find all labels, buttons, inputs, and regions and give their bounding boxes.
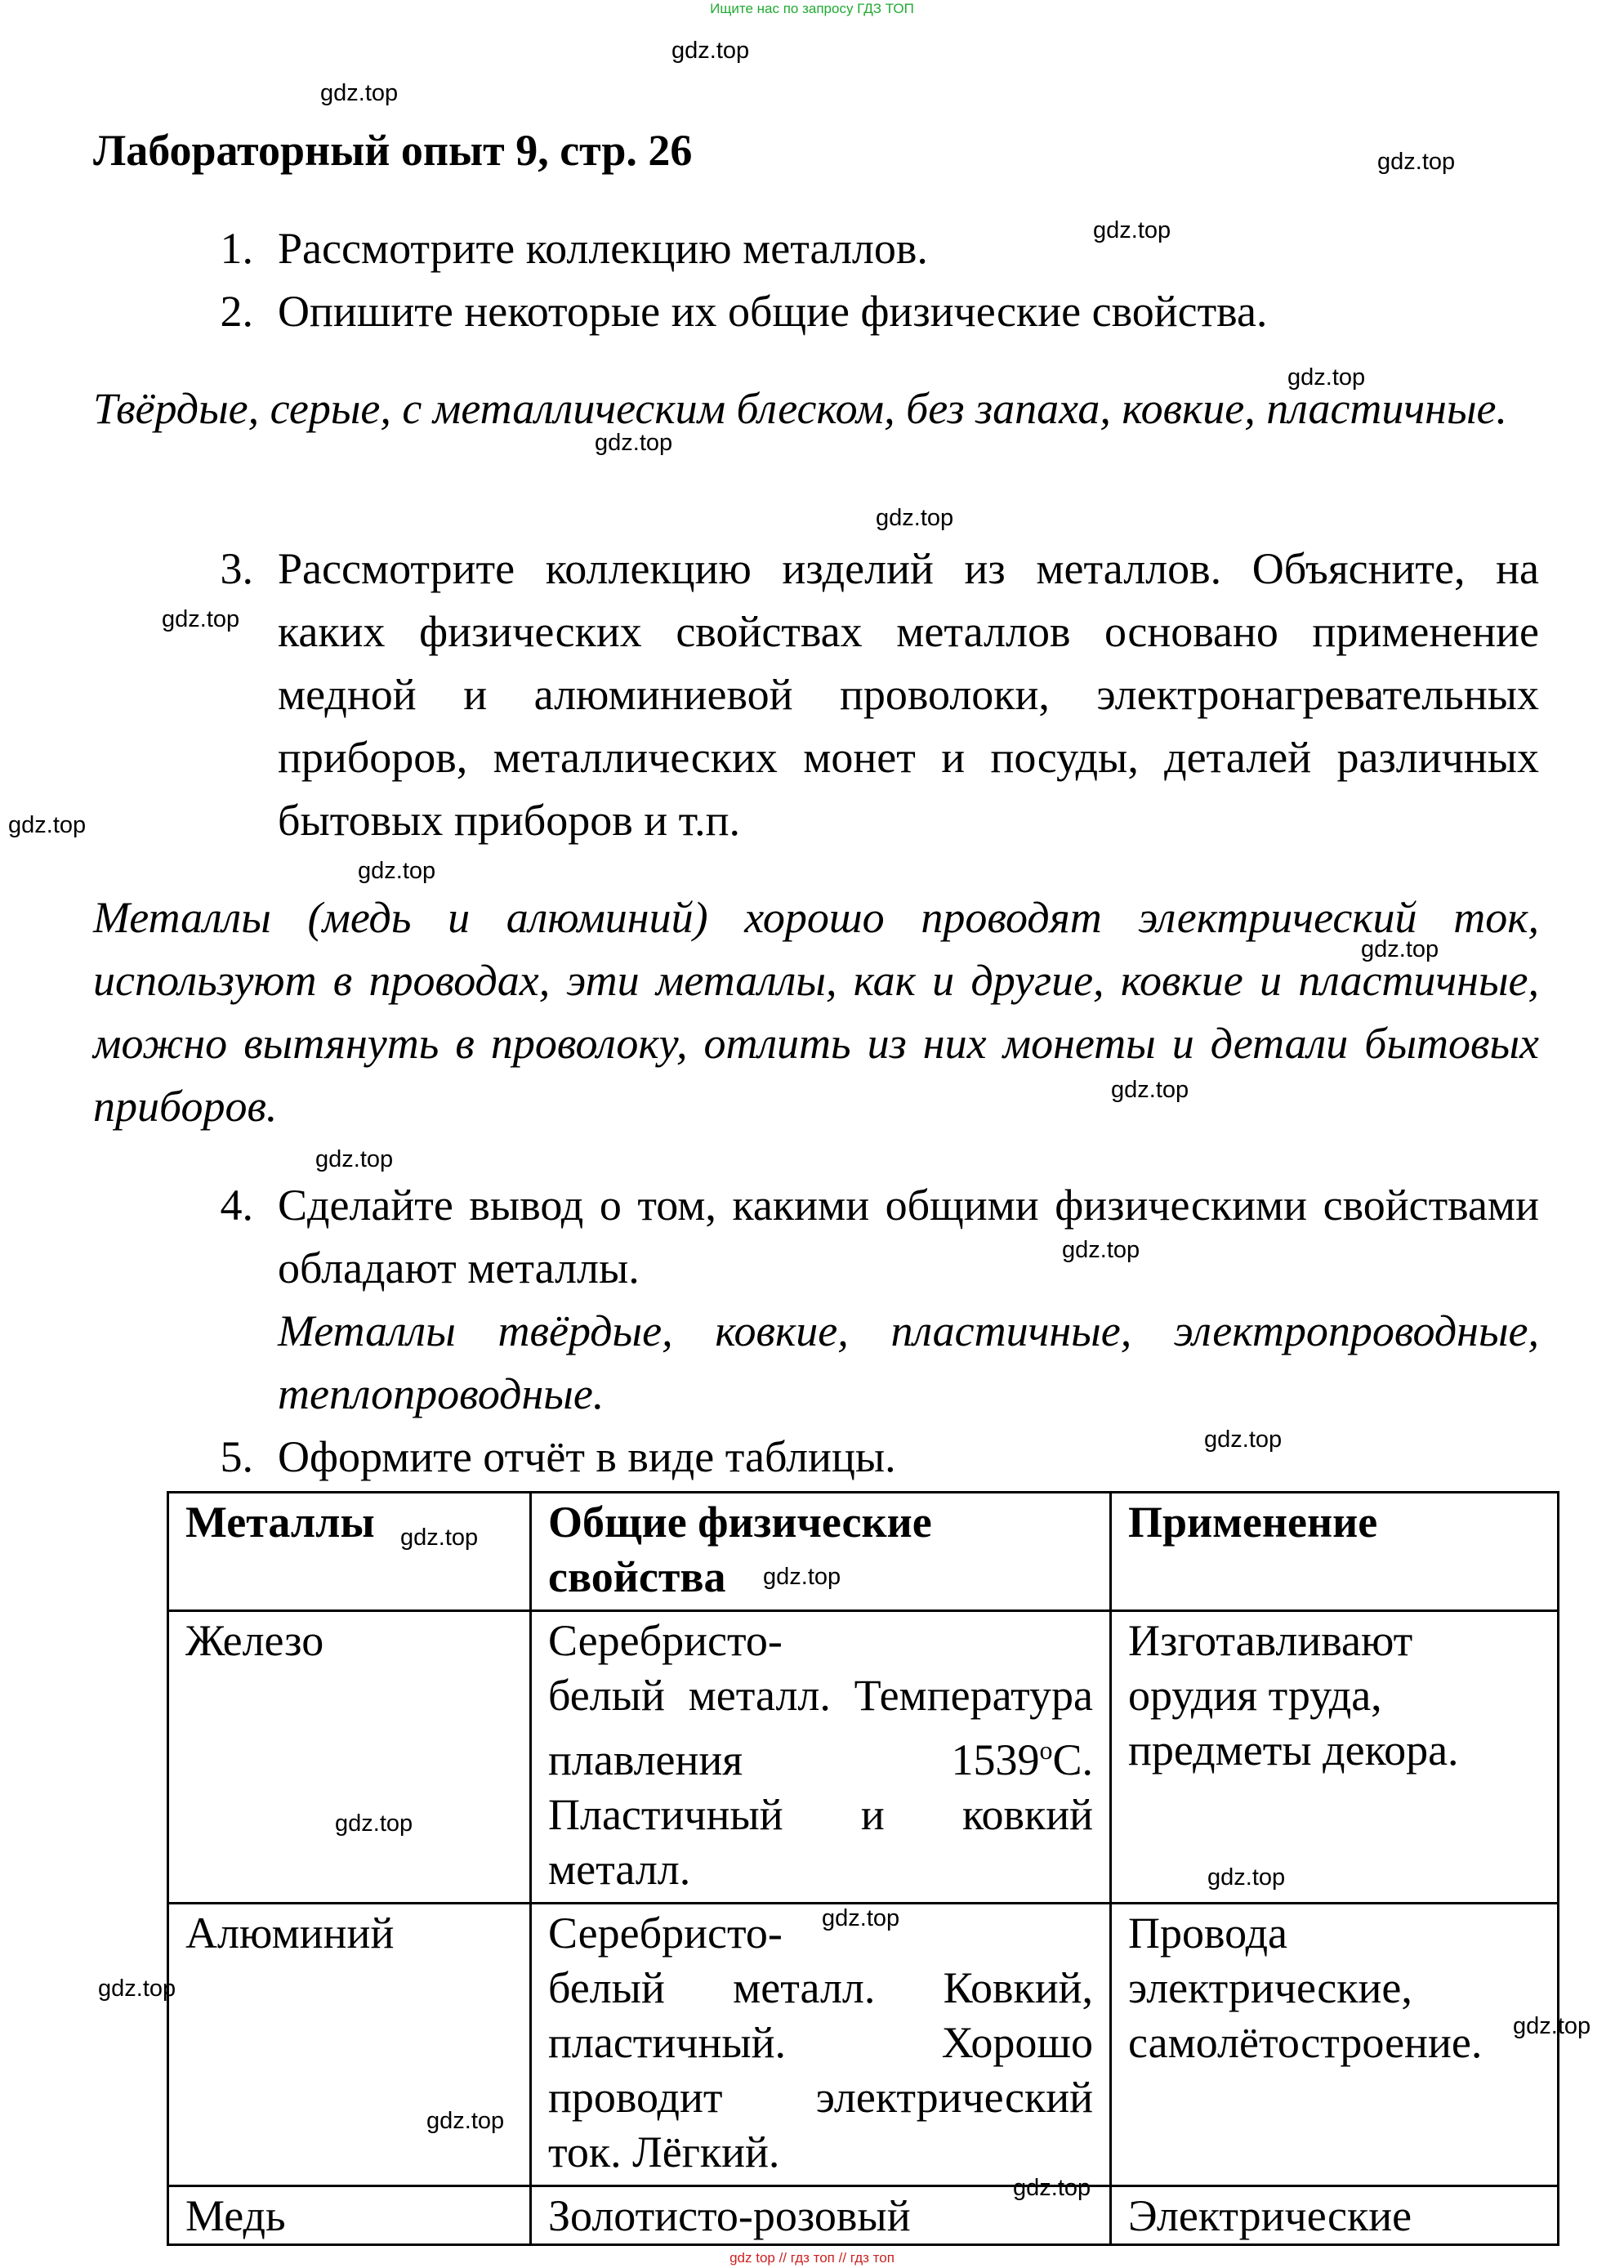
step-5-text: Оформите отчёт в виде таблицы. xyxy=(278,1432,896,1481)
cell-metal-iron: Железо xyxy=(168,1611,531,1904)
answer-3: Металлы (медь и алюминий) хорошо проводят электрический ток, используют в проводах, эти металлы, как и другие, ковкие и пластичные, можно вытянуть в проволоку, отлить из них монеты и детали бытовых приборов. xyxy=(93,893,1539,1131)
cell-metal-copper: Медь xyxy=(168,2186,531,2245)
watermark: gdz.top xyxy=(595,430,673,456)
watermark: gdz.top xyxy=(335,1810,413,1837)
degree-sign: о xyxy=(1039,1735,1053,1765)
props-iron-c: С. Пластичный и ковкий металл. xyxy=(548,1735,1093,1894)
props-aluminium-line1: Серебристо- xyxy=(548,1909,783,1958)
report-table xyxy=(167,1491,1559,2246)
watermark: gdz.top xyxy=(1361,936,1439,962)
cell-use-copper: Электрические xyxy=(1111,2186,1559,2245)
answer-4: Металлы твёрдые, ковкие, пластичные, электропроводные, теплопроводные. xyxy=(278,1306,1539,1418)
watermark: gdz.top xyxy=(315,1146,394,1172)
watermark: gdz.top xyxy=(671,38,750,64)
step-1-number: 1. xyxy=(220,224,253,273)
step-4-number: 4. xyxy=(220,1181,253,1230)
watermark: gdz.top xyxy=(162,606,240,632)
watermark: gdz.top xyxy=(1093,217,1171,243)
watermark: gdz.top xyxy=(1207,1864,1286,1891)
header-properties: Общие физические свойства xyxy=(531,1493,1111,1611)
watermark: gdz.top xyxy=(98,1976,176,2002)
watermark: gdz.top xyxy=(822,1905,900,1931)
site-note-top: Ищите нас по запросу ГДЗ ТОП xyxy=(710,1,914,16)
header-metals: Металлы xyxy=(168,1493,531,1611)
table-row xyxy=(168,2186,1559,2245)
watermark: gdz.top xyxy=(1377,149,1456,175)
props-iron-line1: Серебристо- xyxy=(548,1616,783,1665)
watermark: gdz.top xyxy=(1204,1426,1283,1453)
watermark: gdz.top xyxy=(1287,364,1366,391)
cell-use-aluminium: Провода электрические, самолётостроение. xyxy=(1111,1904,1559,2186)
props-iron-rest xyxy=(548,1668,1093,1897)
watermark: gdz.top xyxy=(763,1564,841,1590)
watermark: gdz.top xyxy=(358,858,436,884)
answer-2: Твёрдые, серые, с металлическим блеском, без запаха, ковкие, пластичные. xyxy=(93,384,1508,433)
watermark: gdz.top xyxy=(400,1525,479,1551)
page-title: Лабораторный опыт 9, стр. 26 xyxy=(93,126,693,175)
props-aluminium-rest: белый металл. Ковкий, пластичный. Хорошо проводит электрический ток. Лёгкий. xyxy=(548,1963,1093,2176)
watermark: gdz.top xyxy=(1013,2175,1091,2201)
header-application: Применение xyxy=(1111,1493,1559,1611)
table-header-row xyxy=(168,1493,1559,1611)
watermark: gdz.top xyxy=(320,80,399,106)
watermark: gdz.top xyxy=(426,2108,505,2134)
watermark: gdz.top xyxy=(1513,2013,1591,2039)
step-2-number: 2. xyxy=(220,287,253,336)
watermark: gdz.top xyxy=(1111,1077,1189,1103)
step-4-text: Сделайте вывод о том, какими общими физическими свойствами обладают металлы. xyxy=(278,1181,1539,1292)
step-3-text: Рассмотрите коллекцию изделий из металлов. Объясните, на каких физических свойствах металлов основано применение медной и алюминиевой проволоки, электронагревательных приборов, металлических монет и посуды, деталей различных бытовых приборов и т.п. xyxy=(278,544,1539,845)
cell-props-iron xyxy=(531,1611,1111,1904)
table-row xyxy=(168,1611,1559,1904)
watermark: gdz.top xyxy=(876,505,954,531)
step-5-number: 5. xyxy=(220,1432,253,1481)
cell-use-iron: Изготавливают орудия труда, предметы декора. xyxy=(1111,1611,1559,1904)
watermark: gdz.top xyxy=(1062,1237,1140,1263)
table-row xyxy=(168,1904,1559,2186)
watermark: gdz.top xyxy=(8,812,87,838)
cell-props-copper: Золотисто-розовый xyxy=(531,2186,1111,2245)
site-note-bottom: gdz top // гдз топ // гдз топ xyxy=(729,2250,895,2266)
step-2-text: Опишите некоторые их общие физические свойства. xyxy=(278,287,1268,336)
cell-props-aluminium xyxy=(531,1904,1111,2186)
step-3-number: 3. xyxy=(220,544,253,593)
props-iron-b: белый металл. Температура плавления 1539 xyxy=(548,1671,1093,1784)
step-1-text: Рассмотрите коллекцию металлов. xyxy=(278,224,928,273)
cell-metal-aluminium: Алюминий xyxy=(168,1904,531,2186)
